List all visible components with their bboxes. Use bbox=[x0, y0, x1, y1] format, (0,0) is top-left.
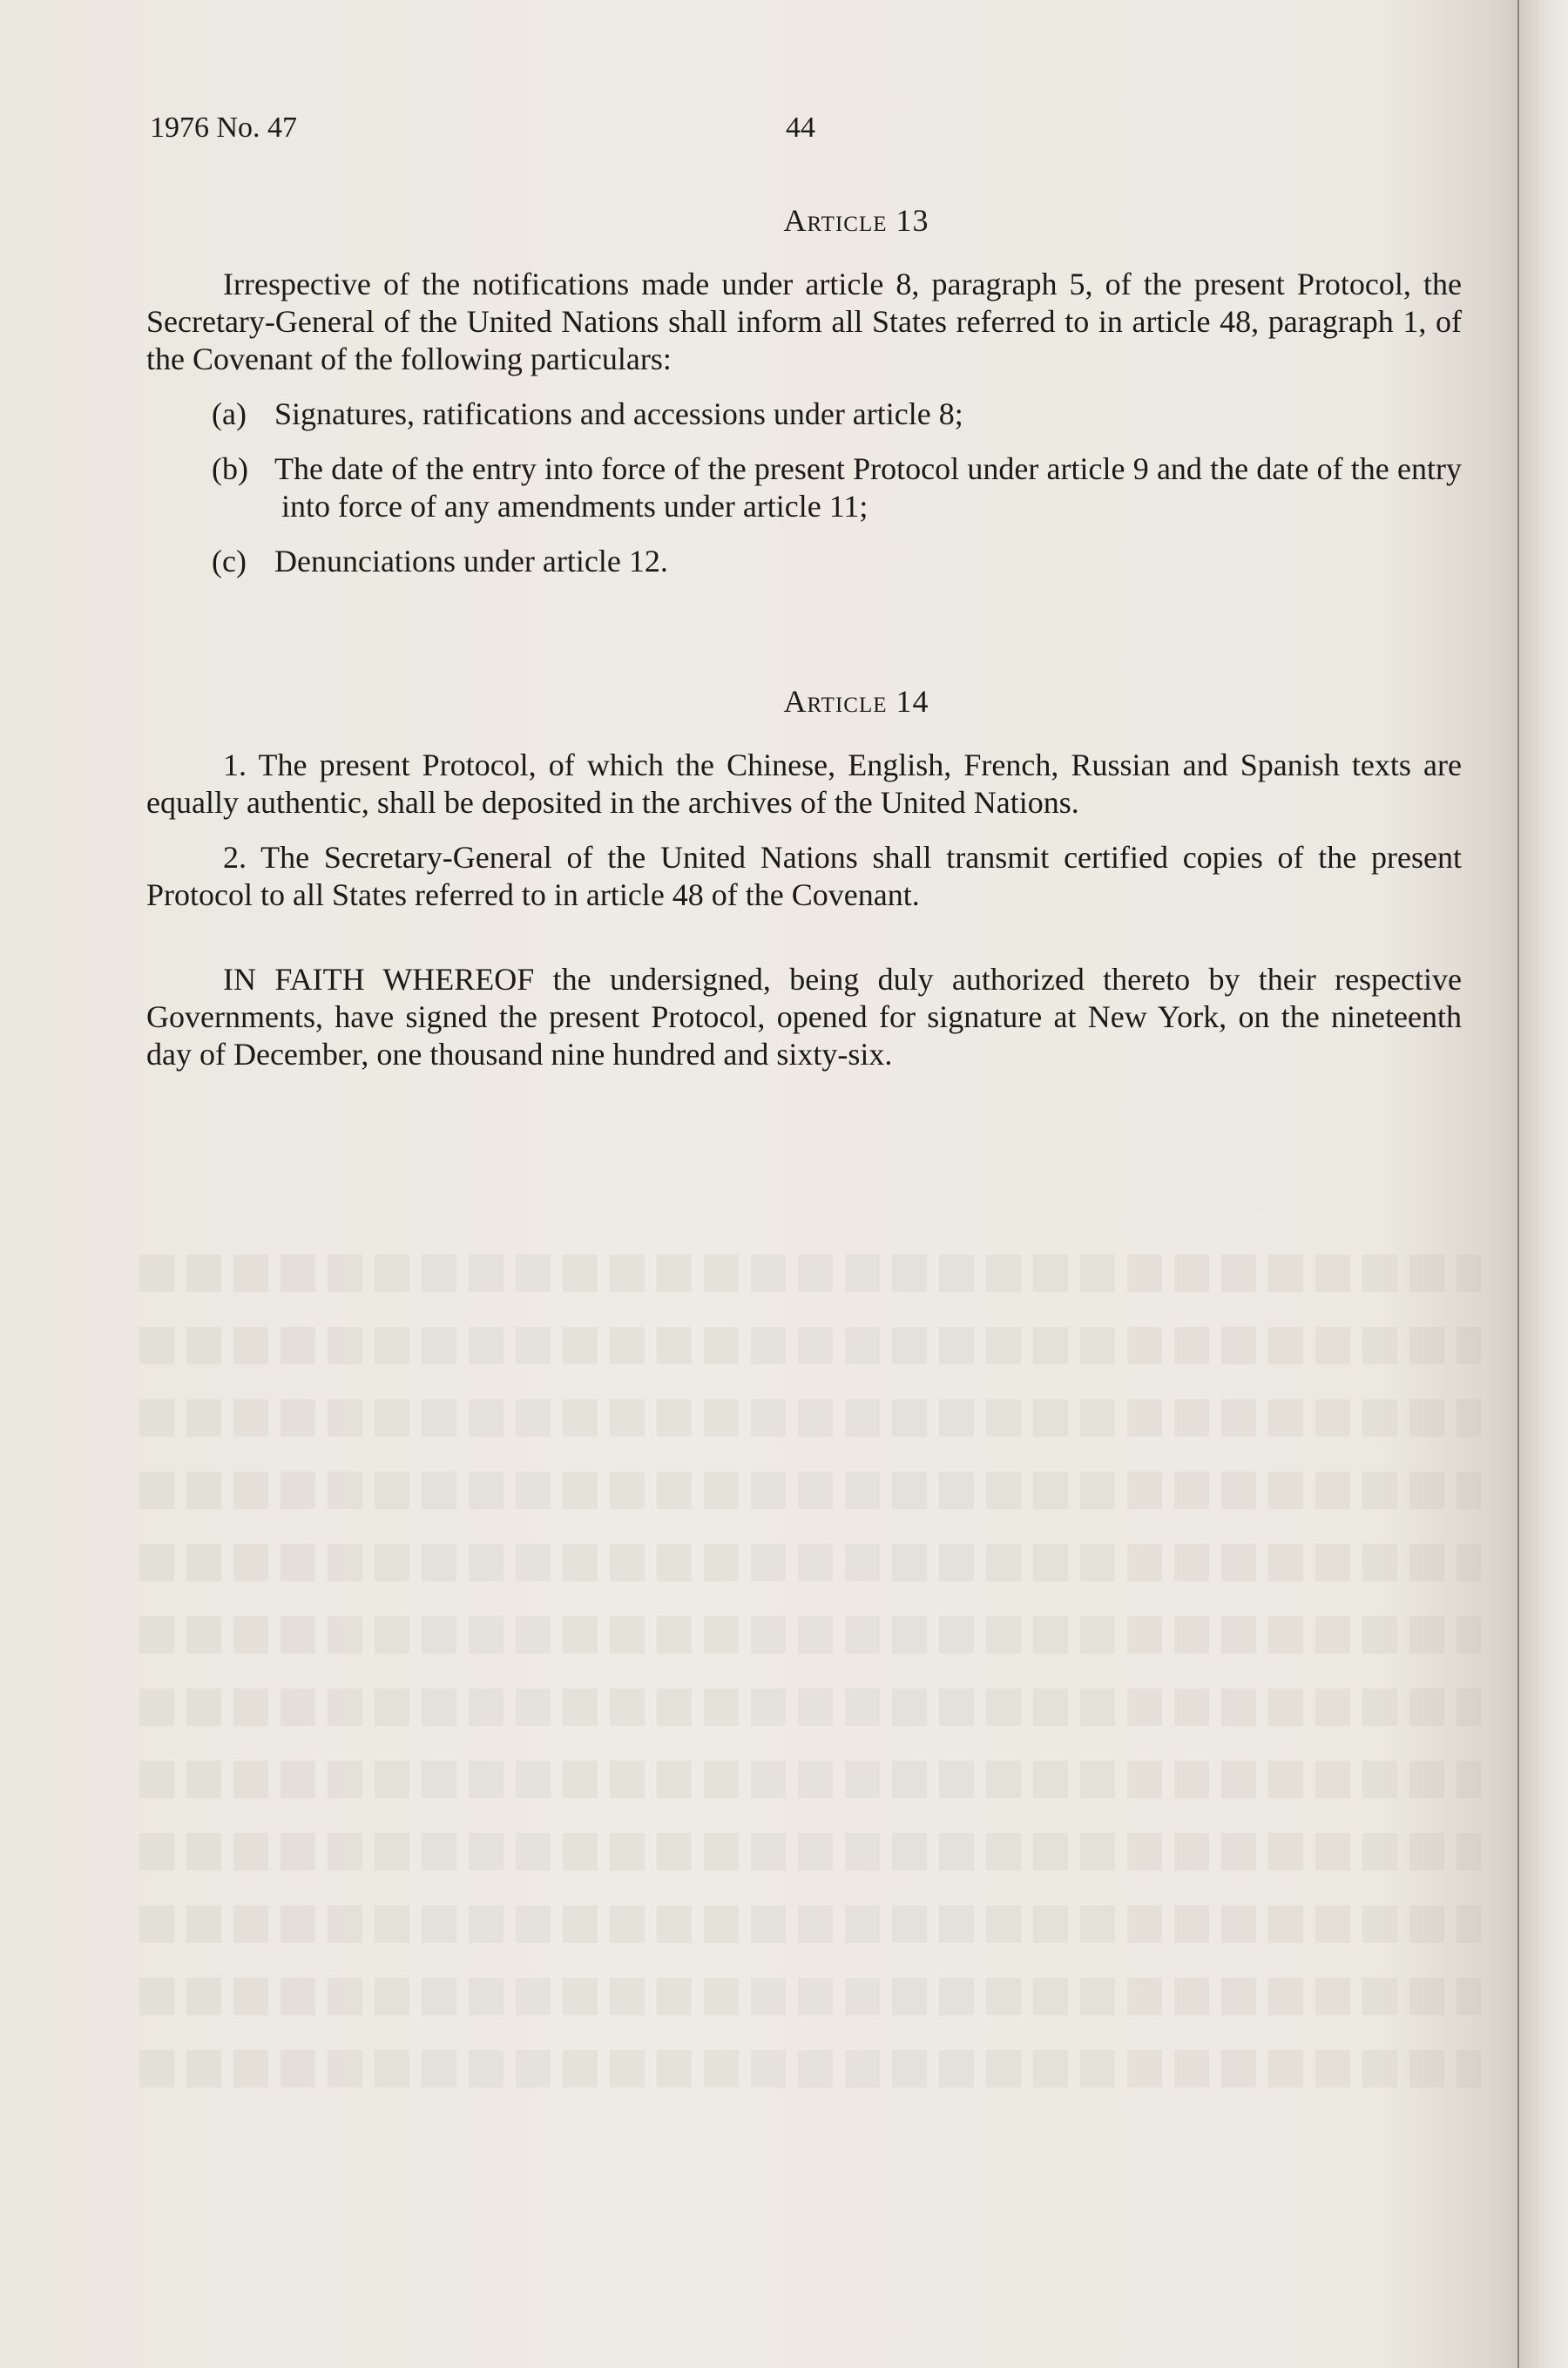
bleed-through-text bbox=[139, 1255, 1481, 2126]
item-marker: (c) bbox=[212, 544, 247, 578]
article-13-intro: Irrespective of the notifications made under article 8, paragraph 5, of the present Protocol, the Secretary-General of the United Nations shall inform all States referred to in article 48, paragraph 1, of the Covenant of the following particulars: bbox=[146, 267, 1462, 376]
page-content bbox=[146, 202, 1462, 1091]
item-marker: (b) bbox=[212, 451, 248, 486]
item-text: Denunciations under article 12. bbox=[274, 544, 668, 578]
article-13-heading: Article 13 bbox=[783, 203, 929, 238]
article-13-item-a bbox=[146, 396, 1462, 433]
article-13-item-b bbox=[146, 450, 1462, 525]
document-reference: 1976 No. 47 bbox=[150, 112, 298, 144]
item-text: The date of the entry into force of the present Protocol under article 9 and the date of the entry into force of any amendments under article 11; bbox=[274, 451, 1462, 524]
article-14-heading: Article 14 bbox=[783, 684, 929, 719]
testimonium-lead: IN FAITH WHEREOF bbox=[223, 962, 535, 997]
article-14-paragraph-1: 1. The present Protocol, of which the Chinese, English, French, Russian and Spanish texts are equally authentic, shall be deposited in the archives of the United Nations. bbox=[146, 748, 1462, 820]
item-marker: (a) bbox=[212, 396, 247, 431]
running-head bbox=[150, 112, 1544, 155]
article-14-paragraph-2: 2. The Secretary-General of the United Nations shall transmit certified copies of the present Protocol to all States referred to in article 48 of the Covenant. bbox=[146, 840, 1462, 912]
article-13-item-c bbox=[146, 543, 1462, 580]
page-number: 44 bbox=[786, 112, 815, 144]
binding-edge bbox=[1517, 0, 1519, 2368]
binding-shadow bbox=[1519, 0, 1568, 2368]
testimonium-clause bbox=[146, 961, 1462, 1073]
item-text: Signatures, ratifications and accessions under article 8; bbox=[274, 396, 963, 431]
testimonium-text: the undersigned, being duly authorized thereto by their respective Governments, have signed the present Protocol, opened for signature at New York, on the nineteenth day of December, one thousand nine hundred and sixty-six. bbox=[146, 962, 1463, 1072]
